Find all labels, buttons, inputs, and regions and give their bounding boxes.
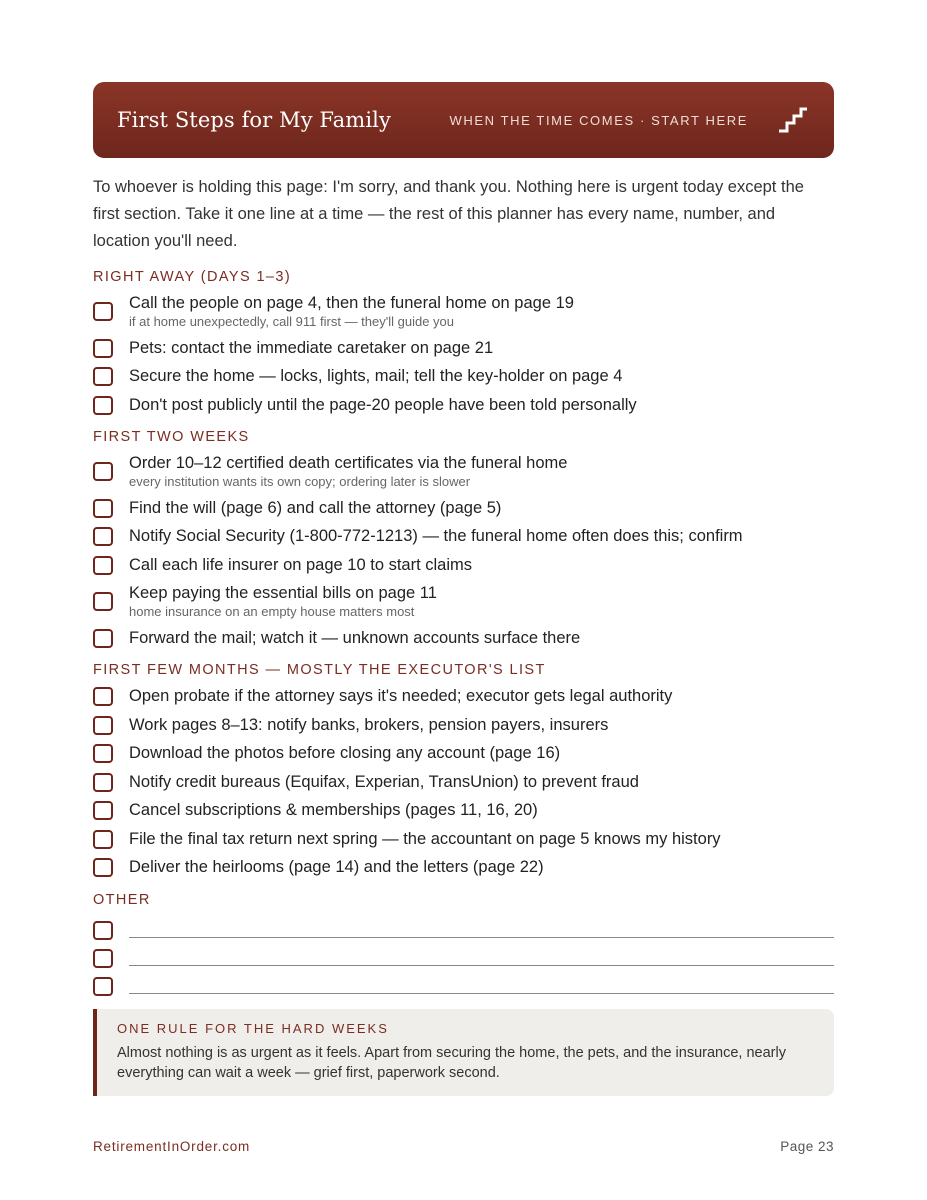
page-tagline: WHEN THE TIME COMES · START HERE — [449, 112, 748, 128]
item-text-block — [129, 629, 580, 649]
checklist-item — [93, 716, 834, 736]
item-text-block — [129, 858, 544, 878]
stairs-icon — [776, 105, 810, 135]
checkbox[interactable] — [93, 592, 113, 611]
checklist-sections — [93, 269, 834, 878]
intro-paragraph: To whoever is holding this page: I'm sorry, and thank you. Nothing here is urgent today except the first section. Take it one line at a time — the rest of this planner has every name, number, and location you'll need. — [93, 178, 804, 250]
item-text-block — [129, 527, 743, 547]
item-label: Call the people on page 4, then the funeral home on page 19 — [129, 294, 574, 312]
item-label: Don't post publicly until the page-20 people have been told personally — [129, 395, 637, 414]
blank-checklist-item — [93, 917, 834, 945]
checklist-item — [93, 454, 834, 490]
checklist-item — [93, 830, 834, 850]
item-text-block — [129, 687, 672, 707]
checkbox[interactable] — [93, 773, 113, 792]
checkbox[interactable] — [93, 339, 113, 358]
item-text-block — [129, 339, 493, 359]
section-heading: OTHER — [93, 891, 151, 908]
item-label: Notify Social Security (1-800-772-1213) — the funeral home often does this; confirm — [129, 527, 743, 545]
checklist-item — [93, 339, 834, 359]
item-text-block — [129, 499, 501, 519]
checkbox[interactable] — [93, 527, 113, 546]
item-text-block — [129, 294, 574, 330]
other-section — [93, 892, 834, 1001]
section-heading: FIRST FEW MONTHS — MOSTLY THE EXECUTOR'S LIST — [93, 662, 546, 678]
item-text-block — [129, 830, 721, 850]
item-text-block — [129, 454, 567, 490]
item-text-block — [129, 396, 637, 416]
item-label: Notify credit bureaus (Equifax, Experian, TransUnion) to prevent fraud — [129, 772, 639, 791]
blank-checklist-item — [93, 945, 834, 973]
item-label: Deliver the heirlooms (page 14) and the letters (page 22) — [129, 858, 544, 876]
checklist-item — [93, 687, 834, 707]
item-text-block — [129, 744, 560, 764]
page-title: First Steps for My Family — [117, 108, 391, 132]
checkbox[interactable] — [93, 499, 113, 518]
checklist-item — [93, 858, 834, 878]
item-text-block — [129, 773, 639, 793]
item-label: Keep paying the essential bills on page 11 — [129, 584, 437, 602]
item-label: Secure the home — locks, lights, mail; tell the key-holder on page 4 — [129, 367, 623, 385]
item-label: Cancel subscriptions & memberships (pages 11, 16, 20) — [129, 801, 538, 819]
section-heading: RIGHT AWAY (DAYS 1–3) — [93, 269, 292, 285]
footer-site: RetirementInOrder.com — [93, 1139, 251, 1154]
item-label: Work pages 8–13: notify banks, brokers, pension payers, insurers — [129, 715, 609, 734]
checkbox[interactable] — [93, 977, 113, 996]
item-note: every institution wants its own copy; ordering later is slower — [129, 473, 471, 489]
checkbox[interactable] — [93, 716, 113, 735]
blank-checklist-item — [93, 973, 834, 1001]
item-label: Call each life insurer on page 10 to start claims — [129, 555, 473, 574]
checklist-item — [93, 801, 834, 821]
checklist-item — [93, 499, 834, 519]
write-in-line[interactable] — [129, 993, 834, 994]
item-text-block — [129, 556, 472, 576]
item-text-block — [129, 367, 622, 387]
checklist-item — [93, 367, 834, 387]
item-label: Order 10–12 certified death certificates via the funeral home — [129, 454, 568, 472]
section-heading: FIRST TWO WEEKS — [93, 429, 250, 445]
checklist-item — [93, 556, 834, 576]
item-text-block — [129, 716, 608, 736]
callout-text: Almost nothing is as urgent as it feels. Apart from securing the home, the pets, and the insurance, nearly everything can wait a week — grief first, paperwork second. — [117, 1044, 786, 1081]
item-note: if at home unexpectedly, call 911 first — they'll guide you — [129, 313, 455, 329]
rule-callout — [93, 1009, 834, 1096]
write-in-line[interactable] — [129, 965, 834, 966]
checklist-item — [93, 744, 834, 764]
checklist-section — [93, 269, 834, 415]
item-text-block — [129, 584, 437, 620]
checkbox[interactable] — [93, 858, 113, 877]
checkbox[interactable] — [93, 801, 113, 820]
planner-page — [93, 82, 834, 1096]
blank-checklist — [93, 917, 834, 1001]
item-label: File the final tax return next spring — the accountant on page 5 knows my history — [129, 829, 721, 848]
write-in-line[interactable] — [129, 937, 834, 938]
checklist-item — [93, 294, 834, 330]
checkbox[interactable] — [93, 462, 113, 481]
checkbox[interactable] — [93, 744, 113, 763]
checklist-item — [93, 396, 834, 416]
checkbox[interactable] — [93, 396, 113, 415]
page-number: Page 23 — [780, 1139, 834, 1154]
checkbox[interactable] — [93, 830, 113, 849]
checkbox[interactable] — [93, 302, 113, 321]
checklist-item — [93, 527, 834, 547]
item-text-block — [129, 801, 538, 821]
checklist-section — [93, 429, 834, 648]
checkbox[interactable] — [93, 367, 113, 386]
checkbox[interactable] — [93, 629, 113, 648]
checkbox[interactable] — [93, 949, 113, 968]
callout-heading: ONE RULE FOR THE HARD WEEKS — [117, 1020, 389, 1036]
checklist-section — [93, 662, 834, 878]
item-label: Open probate if the attorney says it's needed; executor gets legal authority — [129, 687, 673, 705]
item-label: Download the photos before closing any account (page 16) — [129, 744, 561, 762]
item-label: Find the will (page 6) and call the attorney (page 5) — [129, 498, 502, 517]
checkbox[interactable] — [93, 687, 113, 706]
item-label: Forward the mail; watch it — unknown accounts surface there — [129, 628, 581, 647]
item-note: home insurance on an empty house matters most — [129, 603, 415, 619]
page-footer — [93, 1139, 834, 1154]
checkbox[interactable] — [93, 556, 113, 575]
checklist-item — [93, 584, 834, 620]
checkbox[interactable] — [93, 921, 113, 940]
page-header-banner — [93, 82, 834, 158]
checklist-item — [93, 773, 834, 793]
checklist-item — [93, 629, 834, 649]
item-label: Pets: contact the immediate caretaker on page 21 — [129, 338, 494, 357]
